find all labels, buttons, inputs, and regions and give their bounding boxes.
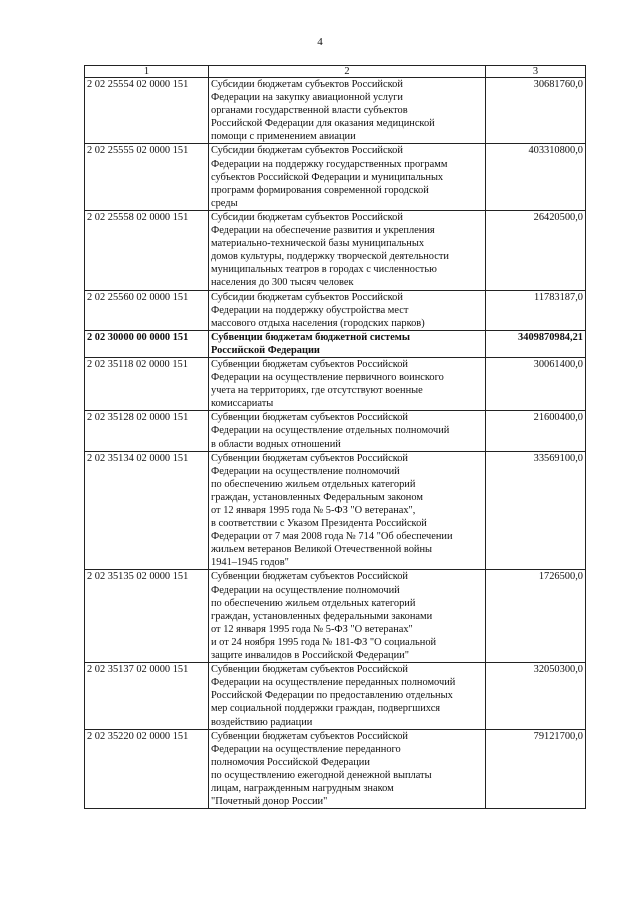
- budget-item-name: [209, 357, 486, 410]
- name-line: Субсидии бюджетам субъектов Российской: [211, 291, 403, 303]
- name-line: Субвенции бюджетам субъектов Российской: [211, 664, 408, 676]
- header-col-2: 2: [209, 66, 486, 78]
- header-col-1: 1: [85, 66, 209, 78]
- name-line: Федерации на осуществление отдельных полномочий: [211, 425, 450, 437]
- table-row: [85, 451, 586, 570]
- name-line: Субсидии бюджетам субъектов Российской: [211, 211, 403, 223]
- name-line: Федерации на осуществление переданных полномочий: [211, 677, 456, 689]
- header-col-3: 3: [486, 66, 586, 78]
- name-line: Федерации на осуществление полномочий: [211, 465, 400, 477]
- table-header-row: [85, 66, 586, 78]
- name-line: Российской Федерации для оказания медицинской: [211, 118, 435, 130]
- budget-amount: 79121700,0: [486, 729, 586, 809]
- budget-code: 2 02 35220 02 0000 151: [85, 729, 209, 809]
- name-line: Субвенции бюджетам бюджетной системы: [211, 331, 410, 343]
- name-line: субъектов Российской Федерации и муниципальных: [211, 171, 444, 183]
- budget-code: 2 02 25558 02 0000 151: [85, 210, 209, 290]
- budget-item-name: [209, 411, 486, 451]
- budget-item-name: [209, 290, 486, 330]
- budget-code: 2 02 35137 02 0000 151: [85, 663, 209, 729]
- table-row: [85, 210, 586, 290]
- name-line: программ формирования современной городской: [211, 184, 429, 196]
- budget-amount: 30061400,0: [486, 357, 586, 410]
- budget-code: 2 02 35135 02 0000 151: [85, 570, 209, 663]
- budget-amount: 11783187,0: [486, 290, 586, 330]
- name-line: населения до 300 тысяч человек: [211, 277, 354, 289]
- budget-item-name: [209, 663, 486, 729]
- name-line: Федерации от 7 мая 2008 года № 714 "Об обеспечении: [211, 531, 453, 543]
- name-line: учета на территориях, где отсутствуют военные: [211, 385, 423, 397]
- budget-item-name: [209, 330, 486, 357]
- name-line: воздействию радиации: [211, 716, 313, 728]
- table-row: [85, 411, 586, 451]
- name-line: Федерации на поддержку обустройства мест: [211, 304, 409, 316]
- budget-amount: 3409870984,21: [486, 330, 586, 357]
- budget-amount: 21600400,0: [486, 411, 586, 451]
- name-line: "Почетный донор России": [211, 796, 328, 808]
- table-row: [85, 330, 586, 357]
- table-row: [85, 570, 586, 663]
- budget-amount: 26420500,0: [486, 210, 586, 290]
- name-line: жильем ветеранов Великой Отечественной войны: [211, 544, 432, 556]
- name-line: защите инвалидов в Российской Федерации": [211, 650, 409, 662]
- name-line: Субвенции бюджетам субъектов Российской: [211, 412, 408, 424]
- name-line: и от 24 ноября 1995 года № 181-ФЗ "О социальной: [211, 636, 437, 648]
- budget-code: 2 02 35134 02 0000 151: [85, 451, 209, 570]
- name-line: лицам, награжденным нагрудным знаком: [211, 782, 394, 794]
- budget-item-name: [209, 78, 486, 144]
- name-line: от 12 января 1995 года № 5-ФЗ "О ветеранах",: [211, 505, 416, 516]
- budget-amount: 403310800,0: [486, 144, 586, 210]
- name-line: мер социальной поддержки граждан, подвергшихся: [211, 703, 441, 715]
- budget-code: 2 02 35118 02 0000 151: [85, 357, 209, 410]
- name-line: Российской Федерации по предоставлению отдельных: [211, 690, 453, 702]
- name-line: комиссариаты: [211, 398, 274, 410]
- name-line: граждан, установленных федеральными законами: [211, 610, 433, 622]
- table-row: [85, 357, 586, 410]
- name-line: полномочия Российской Федерации: [211, 756, 370, 768]
- name-line: Субсидии бюджетам субъектов Российской: [211, 79, 403, 90]
- name-line: граждан, установленных Федеральным законом: [211, 491, 423, 503]
- name-line: Субсидии бюджетам субъектов Российской: [211, 145, 403, 157]
- name-line: по обеспечению жильем отдельных категорий: [211, 478, 416, 490]
- name-line: Федерации на закупку авиационной услуги: [211, 92, 403, 104]
- name-line: Субвенции бюджетам субъектов Российской: [211, 452, 408, 464]
- budget-code: 2 02 25554 02 0000 151: [85, 78, 209, 144]
- budget-code: 2 02 30000 00 0000 151: [85, 330, 209, 357]
- name-line: Российской Федерации: [211, 344, 320, 356]
- budget-amount: 1726500,0: [486, 570, 586, 663]
- budget-amount: 30681760,0: [486, 78, 586, 144]
- table-row: [85, 729, 586, 809]
- name-line: домов культуры, поддержку творческой деятельности: [211, 251, 449, 263]
- name-line: Федерации на осуществление полномочий: [211, 584, 400, 596]
- name-line: органами государственной власти субъектов: [211, 105, 408, 117]
- name-line: Субвенции бюджетам субъектов Российской: [211, 358, 408, 370]
- budget-amount: 33569100,0: [486, 451, 586, 570]
- budget-amount: 32050300,0: [486, 663, 586, 729]
- budget-table: [84, 65, 586, 809]
- budget-code: 2 02 25555 02 0000 151: [85, 144, 209, 210]
- name-line: по обеспечению жильем отдельных категорий: [211, 597, 416, 609]
- budget-item-name: [209, 210, 486, 290]
- budget-item-name: [209, 729, 486, 809]
- name-line: материально-технической базы муниципальных: [211, 238, 425, 250]
- name-line: в области водных отношений: [211, 438, 341, 450]
- budget-item-name: [209, 451, 486, 570]
- name-line: муниципальных театров в городах с численностью: [211, 264, 437, 276]
- name-line: в соответствии с Указом Президента Российской: [211, 518, 427, 530]
- name-line: 1941–1945 годов": [211, 557, 289, 569]
- page-number: 4: [317, 36, 323, 48]
- table-row: [85, 78, 586, 144]
- budget-item-name: [209, 144, 486, 210]
- table-row: [85, 663, 586, 729]
- name-line: среды: [211, 197, 238, 209]
- name-line: от 12 января 1995 года № 5-ФЗ "О ветеранах": [211, 623, 413, 635]
- name-line: помощи с применением авиации: [211, 131, 356, 143]
- name-line: по осуществлению ежегодной денежной выплаты: [211, 769, 432, 781]
- name-line: Федерации на осуществление первичного воинского: [211, 372, 444, 384]
- table-row: [85, 144, 586, 210]
- budget-item-name: [209, 570, 486, 663]
- name-line: Субвенции бюджетам субъектов Российской: [211, 571, 408, 583]
- name-line: Федерации на обеспечение развития и укрепления: [211, 225, 435, 237]
- budget-code: 2 02 35128 02 0000 151: [85, 411, 209, 451]
- budget-code: 2 02 25560 02 0000 151: [85, 290, 209, 330]
- name-line: Федерации на поддержку государственных программ: [211, 158, 448, 170]
- table-row: [85, 290, 586, 330]
- name-line: Субвенции бюджетам субъектов Российской: [211, 730, 408, 742]
- name-line: массового отдыха населения (городских парков): [211, 317, 425, 329]
- name-line: Федерации на осуществление переданного: [211, 743, 401, 755]
